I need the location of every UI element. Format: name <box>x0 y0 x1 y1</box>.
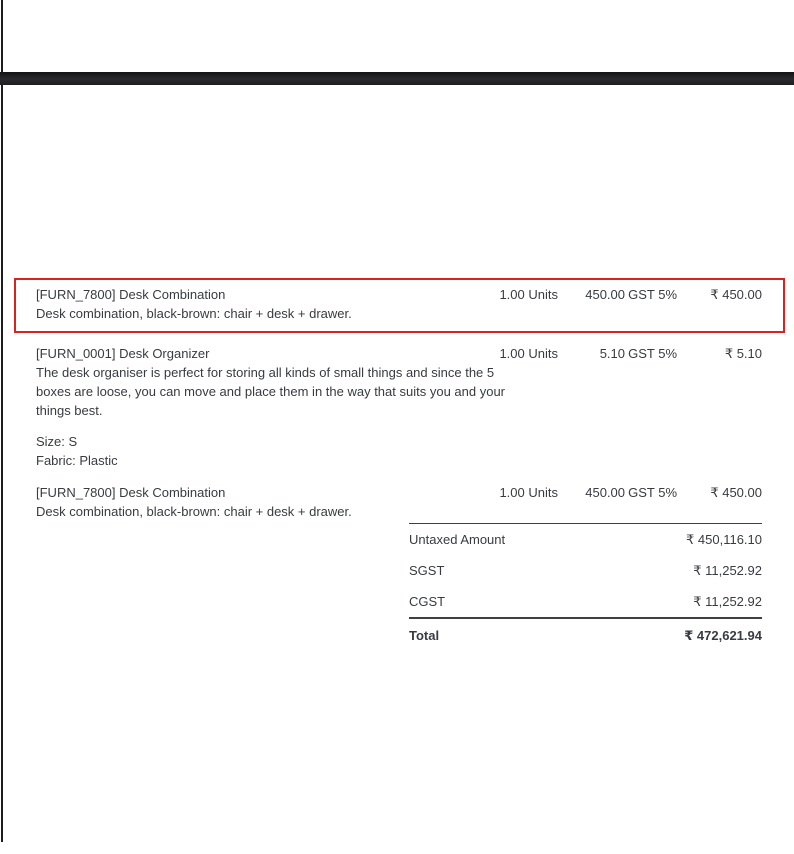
description-line: things best. <box>36 403 103 418</box>
unit-price-cell: 450.00 <box>585 287 625 302</box>
invoice-document-preview <box>3 85 794 854</box>
product-description: Desk combination, black-brown: chair + desk + drawer. <box>36 306 352 321</box>
product-attributes <box>36 432 762 470</box>
line-item-row[interactable] <box>14 337 785 478</box>
description-line: The desk organiser is perfect for storing all kinds of small things and since the 5 <box>36 365 495 380</box>
product-name: [FURN_7800] Desk Combination <box>36 485 226 500</box>
cgst-label: CGST <box>409 594 446 609</box>
quantity-cell: 1.00 Units <box>499 485 558 500</box>
taxes-cell: GST 5% <box>628 346 677 361</box>
line-item-head <box>36 344 762 363</box>
amount-cell: ₹ 5.10 <box>724 346 762 361</box>
product-description: Desk combination, black-brown: chair + desk + drawer. <box>36 504 352 519</box>
untaxed-amount-row <box>409 524 762 555</box>
untaxed-amount-value: ₹ 450,116.10 <box>686 532 762 547</box>
untaxed-amount-label: Untaxed Amount <box>409 532 506 547</box>
total-row <box>409 617 762 652</box>
sgst-value: ₹ 11,252.92 <box>693 563 762 578</box>
quantity-cell: 1.00 Units <box>499 346 558 361</box>
amount-cell: ₹ 450.00 <box>710 485 762 500</box>
toolbar-bottom-bar <box>0 72 794 85</box>
quantity-cell: 1.00 Units <box>499 287 558 302</box>
unit-price-cell: 450.00 <box>585 485 625 500</box>
product-name: [FURN_0001] Desk Organizer <box>36 346 210 361</box>
description-line: boxes are loose, you can move and place them in the way that suits you and your <box>36 384 505 399</box>
product-description <box>36 363 505 420</box>
total-value: ₹ 472,621.94 <box>684 628 762 643</box>
totals-table <box>409 523 762 652</box>
cgst-value: ₹ 11,252.92 <box>693 594 762 609</box>
line-item-row[interactable] <box>14 478 785 523</box>
line-item-head <box>36 285 762 304</box>
sgst-label: SGST <box>409 563 445 578</box>
line-item-row-highlighted[interactable] <box>14 278 785 333</box>
total-label: Total <box>409 628 440 643</box>
invoice-line-items <box>3 278 794 523</box>
product-name: [FURN_7800] Desk Combination <box>36 287 226 302</box>
taxes-cell: GST 5% <box>628 287 677 302</box>
cgst-row <box>409 586 762 617</box>
attribute-size: Size: S <box>36 434 78 449</box>
attribute-fabric: Fabric: Plastic <box>36 453 118 468</box>
unit-price-cell: 5.10 <box>599 346 625 361</box>
sgst-row <box>409 555 762 586</box>
taxes-cell: GST 5% <box>628 485 677 500</box>
amount-cell: ₹ 450.00 <box>710 287 762 302</box>
line-item-head <box>36 483 762 502</box>
